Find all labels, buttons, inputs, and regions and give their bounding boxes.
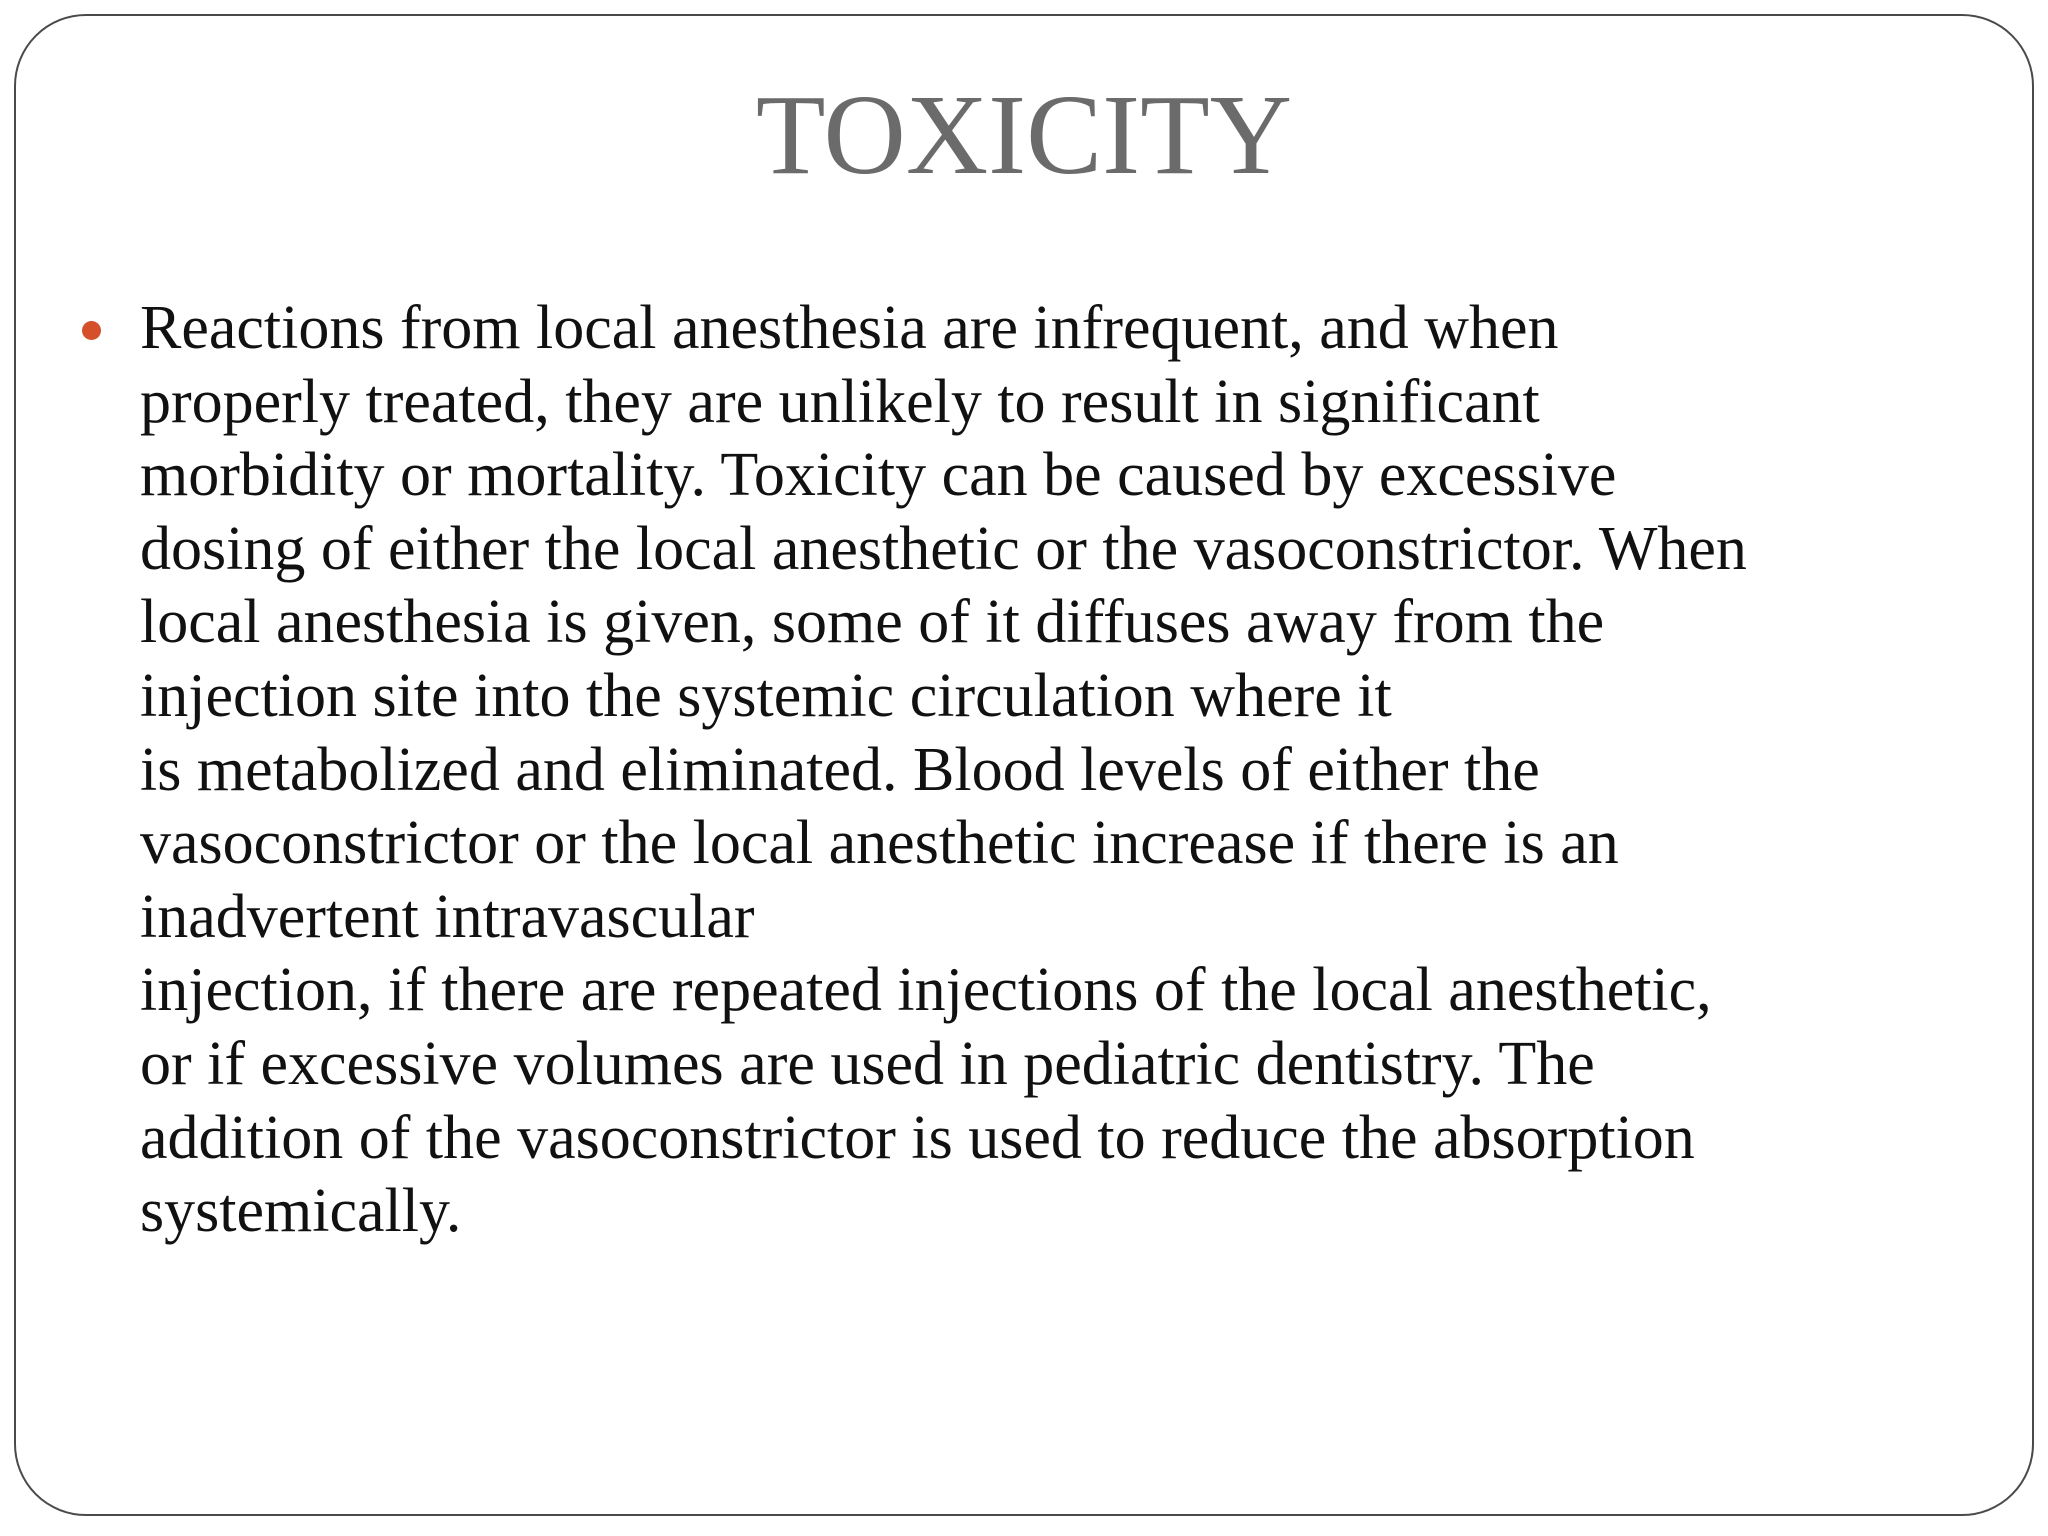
text-line: is metabolized and eliminated. Blood levels of either the [140,735,1540,804]
text-line: injection site into the systemic circulation where it [140,661,1392,730]
bullet-text [140,292,2000,1249]
slide [14,14,2034,1516]
text-line: morbidity or mortality. Toxicity can be caused by excessive [140,441,1617,510]
slide-title: TOXICITY [755,71,1293,198]
text-line: vasoconstrictor or the local anesthetic increase if there is an [140,809,1619,878]
text-line: properly treated, they are unlikely to result in significant [140,367,1540,436]
text-line: dosing of either the local anesthetic or the vasoconstrictor. When [140,514,1747,583]
text-line: systemically. [140,1177,462,1246]
text-line: addition of the vasoconstrictor is used to reduce the absorption [140,1103,1695,1172]
text-line: local anesthesia is given, some of it diffuses away from the [140,588,1605,657]
text-line: Reactions from local anesthesia are infrequent, and when [140,294,1559,362]
text-line: injection, if there are repeated injections of the local anesthetic, [140,956,1712,1025]
text-line: or if excessive volumes are used in pediatric dentistry. The [140,1029,1595,1098]
bullet-dot-icon [82,321,101,340]
text-line: inadvertent intravascular [140,882,755,951]
